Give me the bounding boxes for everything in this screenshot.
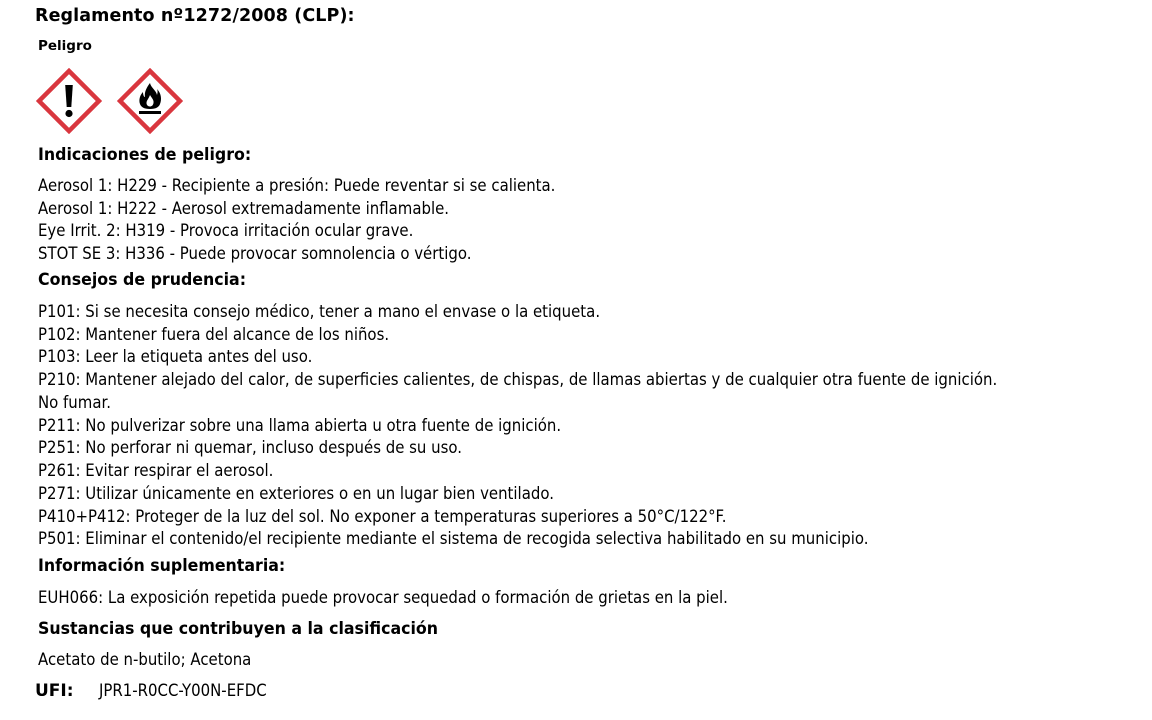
supplementary-info-heading: Información suplementaria: <box>38 556 286 576</box>
precautionary-statement: P410+P412: Proteger de la luz del sol. No exponer a temperaturas superiores a 50°C/122°F. <box>38 507 727 526</box>
ufi-row <box>35 681 284 701</box>
precautionary-statement: P271: Utilizar únicamente en exteriores o en un lugar bien ventilado. <box>38 484 554 503</box>
hazard-statement: Aerosol 1: H222 - Aerosol extremadamente inflamable. <box>38 199 450 218</box>
precautionary-statement: P211: No pulverizar sobre una llama abierta u otra fuente de ignición. <box>38 416 562 435</box>
hazard-statements-heading: Indicaciones de peligro: <box>38 145 252 165</box>
contributing-substances-heading: Sustancias que contribuyen a la clasificación <box>38 619 439 639</box>
precautionary-statement: No fumar. <box>38 393 111 412</box>
precautionary-statement: P501: Eliminar el contenido/el recipiente mediante el sistema de recogida selectiva habilitado en su municipio. <box>38 529 869 548</box>
ufi-value: JPR1-R0CC-Y00N-EFDC <box>99 681 267 700</box>
contributing-substances-text: Acetato de n-butilo; Acetona <box>38 650 252 669</box>
precautionary-statement: P210: Mantener alejado del calor, de superficies calientes, de chispas, de llamas abiertas y de cualquier otra fuente de ignición. <box>38 370 998 389</box>
exclamation-mark-icon <box>36 68 102 134</box>
hazard-statement: Eye Irrit. 2: H319 - Provoca irritación ocular grave. <box>38 221 414 240</box>
signal-word: Peligro <box>38 38 92 54</box>
precautionary-statements-heading: Consejos de prudencia: <box>38 270 247 290</box>
hazard-pictograms <box>36 68 183 134</box>
ufi-label: UFI: <box>35 681 74 701</box>
precautionary-statement: P102: Mantener fuera del alcance de los niños. <box>38 325 390 344</box>
hazard-statement: STOT SE 3: H336 - Puede provocar somnolencia o vértigo. <box>38 244 472 263</box>
regulation-title: Reglamento nº1272/2008 (CLP): <box>35 6 355 26</box>
flame-icon <box>117 68 183 134</box>
precautionary-statement: P261: Evitar respirar el aerosol. <box>38 461 274 480</box>
hazard-statement: Aerosol 1: H229 - Recipiente a presión: Puede reventar si se calienta. <box>38 176 556 195</box>
precautionary-statement: P251: No perforar ni quemar, incluso después de su uso. <box>38 438 463 457</box>
precautionary-statement: P101: Si se necesita consejo médico, tener a mano el envase o la etiqueta. <box>38 302 601 321</box>
supplementary-statement: EUH066: La exposición repetida puede provocar sequedad o formación de grietas en la piel. <box>38 588 728 607</box>
precautionary-statement: P103: Leer la etiqueta antes del uso. <box>38 347 313 366</box>
